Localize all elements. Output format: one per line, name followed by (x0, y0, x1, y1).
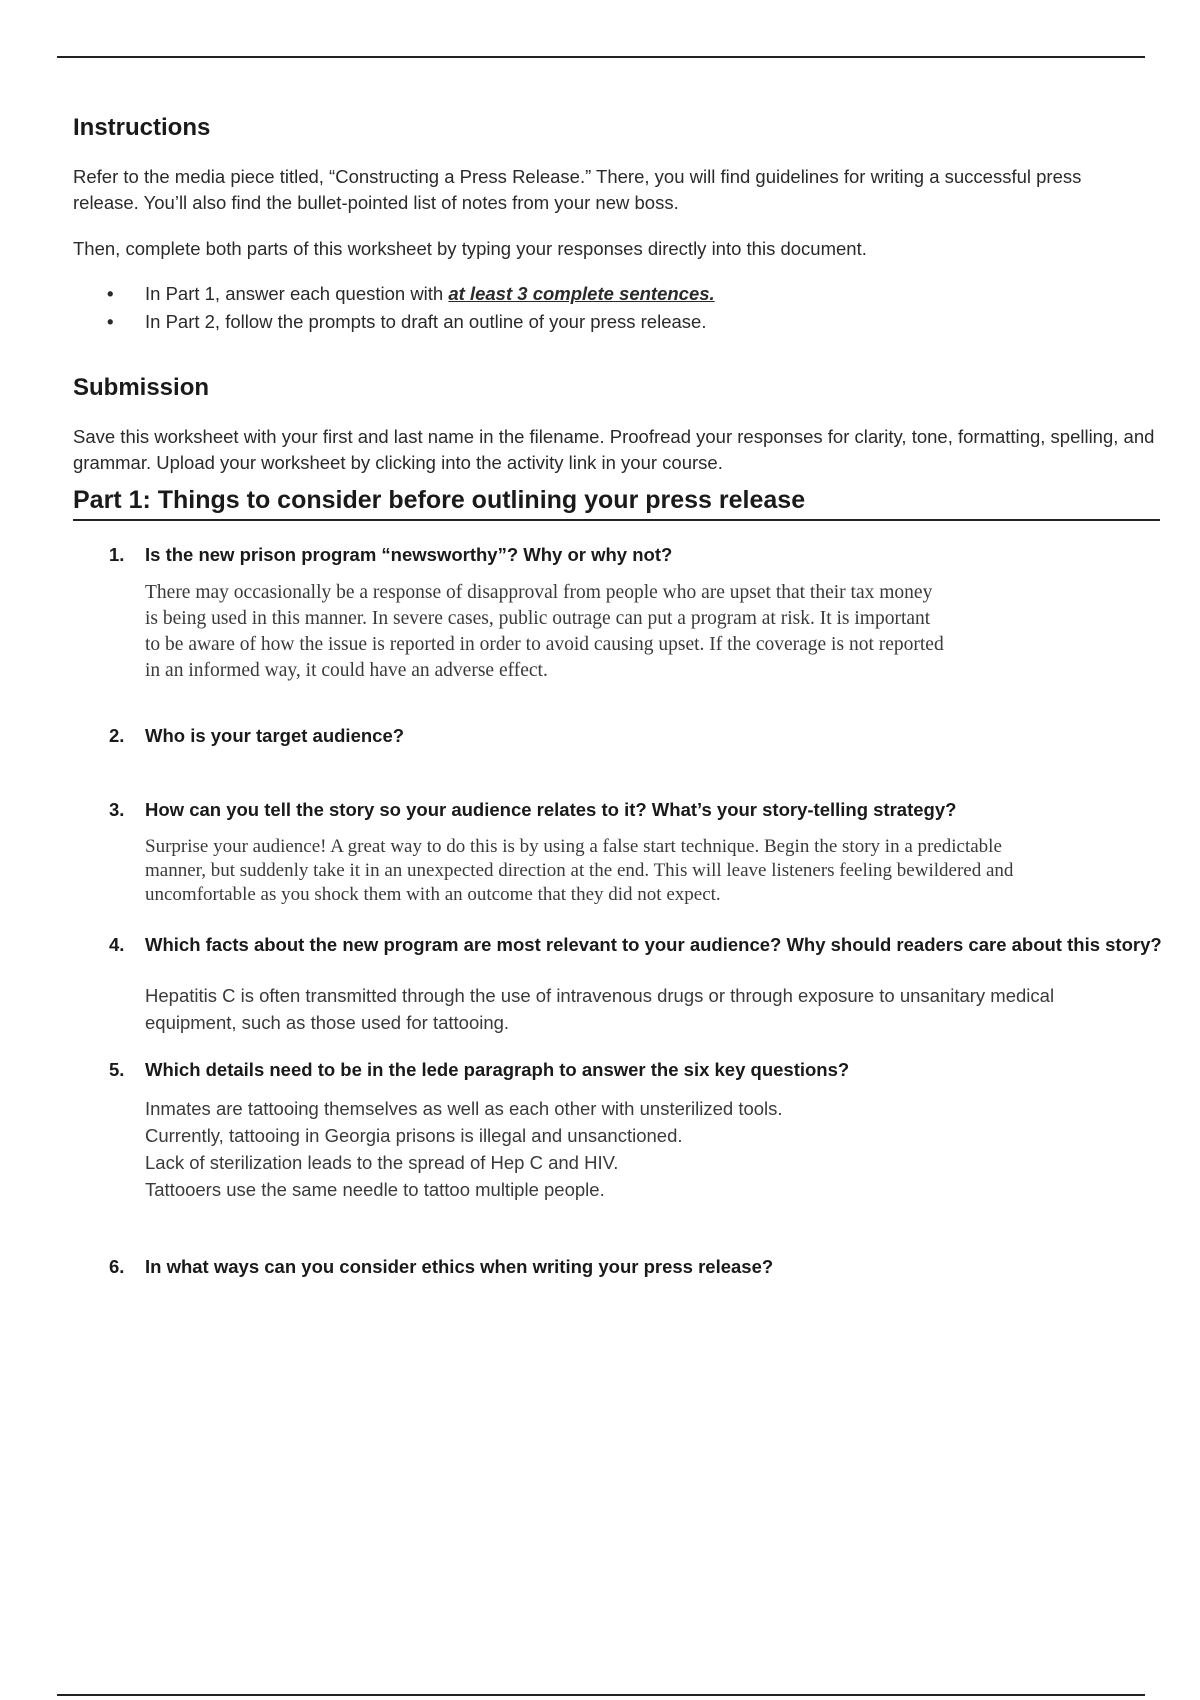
question-text: 3. How can you tell the story so your audience relates to it? What’s your story-telling strategy? (73, 796, 1163, 823)
answer-text[interactable]: Hepatitis C is often transmitted through the use of intravenous drugs or through exposure to unsanitary medical equipment, such as those used for tattooing. (145, 985, 1055, 1033)
bullet-icon: • (107, 283, 114, 304)
question-item-1 (73, 541, 1163, 684)
question-number: 3. (109, 799, 125, 820)
part1-heading: Part 1: Things to consider before outlining your press release (73, 486, 1160, 521)
question-list (73, 541, 1163, 1320)
bullet-item: • In Part 2, follow the prompts to draft an outline of your press release. (73, 308, 1163, 336)
question-number: 4. (109, 934, 125, 955)
question-text: 5. Which details need to be in the lede paragraph to answer the six key questions? (73, 1056, 1163, 1083)
worksheet-page (73, 114, 1163, 1320)
question-text: 2. Who is your target audience? (73, 722, 1163, 749)
question-number: 5. (109, 1059, 125, 1080)
question-item-4 (73, 931, 1163, 1036)
question-text: 4. Which facts about the new program are most relevant to your audience? Why should readers care about this story? (73, 931, 1200, 958)
answer-text[interactable]: There may occasionally be a response of disapproval from people who are upset that their tax money is being used in this manner. In severe cases, public outrage can put a program at risk. It is important to be aware of how the issue is reported in order to avoid causing upset. If the coverage is not reported in an informed way, it could have an adverse effect. (145, 582, 944, 681)
question-item-6 (73, 1253, 1163, 1320)
question-number: 2. (109, 725, 125, 746)
instructions-heading: Instructions (73, 114, 211, 141)
question-text: 1. Is the new prison program “newsworthy”? Why or why not? (73, 541, 1163, 568)
question-text: 6. In what ways can you consider ethics when writing your press release? (73, 1253, 1163, 1280)
submission-paragraph: Save this worksheet with your first and last name in the filename. Proofread your responses for clarity, tone, formatting, spelling, and grammar. Upload your worksheet by clicking into the activity link in your course. (73, 426, 1155, 473)
header-rule (57, 56, 1145, 58)
submission-heading: Submission (73, 374, 210, 401)
question-number: 6. (109, 1256, 125, 1277)
bullet-item: • In Part 1, answer each question with at least 3 complete sentences. (73, 280, 1163, 308)
instructions-paragraph-1: Refer to the media piece titled, “Constructing a Press Release.” There, you will find guidelines for writing a successful press release. You’ll also find the bullet-pointed list of notes from your new boss. (73, 166, 1082, 213)
question-item-3 (73, 796, 1163, 907)
question-number: 1. (109, 544, 125, 565)
instructions-paragraph-2: Then, complete both parts of this worksheet by typing your responses directly into this document. (73, 238, 867, 259)
answer-text[interactable]: Surprise your audience! A great way to do this is by using a false start technique. Begin the story in a predictable manner, but suddenly take it in an unexpected direction at the end. This will leave listeners feeling bewildered and uncomfortable as you shock them with an outcome that they did not expect. (145, 836, 1014, 905)
answer-text[interactable] (73, 1280, 1163, 1320)
footer-rule (57, 1694, 1145, 1696)
emphasis-text: at least 3 complete sentences. (448, 283, 715, 304)
instructions-bullet-list (73, 280, 1163, 336)
question-item-2 (73, 722, 1163, 796)
answer-text[interactable]: Inmates are tattooing themselves as well as each other with unsterilized tools. Currently, tattooing in Georgia prisons is illegal and unsanctioned. Lack of sterilization leads to the spread of Hep C and HIV. Tattooers use the same needle to tattoo multiple people. (145, 1098, 783, 1200)
answer-text[interactable] (73, 749, 1163, 796)
bullet-icon: • (107, 311, 114, 332)
question-item-5 (73, 1056, 1163, 1203)
